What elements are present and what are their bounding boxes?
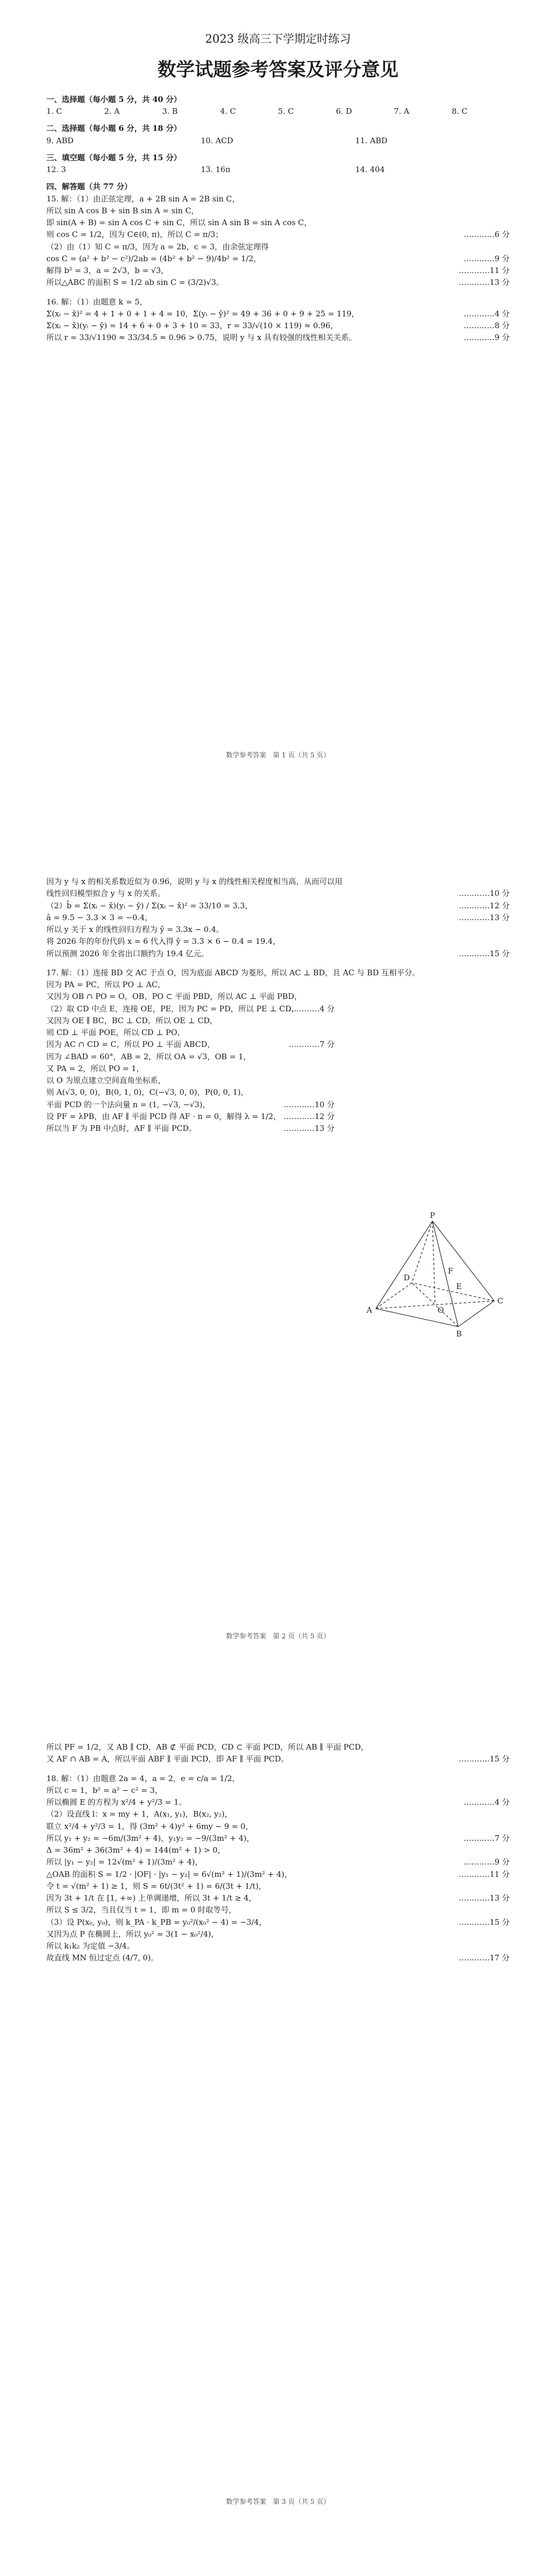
edge-pd [412,1221,432,1283]
diag-bd [412,1283,458,1327]
answer-14: 14. 404 [355,165,385,175]
solution-text: 所以△ABC 的面积 S = 1/2 ab sin C = (3/2)√3。 [46,278,224,287]
part4-heading: 四、解答题（共 77 分） [46,182,132,192]
solution-line [46,205,510,217]
solution-text: 则 cos C = 1/2，因为 C∈(0, π)，所以 C = π/3； [46,230,223,240]
solution-line [46,1892,510,1904]
solution-line [46,308,510,320]
solution-text: Δ = 36m² + 36(3m² + 4) = 144(m² + 1) > 0， [46,1845,225,1855]
answer-10: 10. ACD [201,135,233,145]
solution-line [46,193,510,205]
edge-da [376,1283,412,1309]
solution-line [46,277,510,289]
solution-text: 所以当 F 为 PB 中点时，AF ∥ 平面 PCD。 [46,1124,197,1133]
q16b-block [46,876,510,960]
solution-text: 所以 r = 33/√1190 ≈ 33/34.5 ≈ 0.96 > 0.75，说明 y 与 x 具有较强的线性相关关系。 [46,333,357,343]
solution-line [46,1753,510,1765]
score-mark: …………11 分 [459,1869,510,1879]
solution-text: 因为 PA = PC，所以 PO ⊥ AC， [46,980,166,989]
part3-answers [46,164,510,176]
solution-text: 平面 PCD 的一个法向量 n = (1, −√3, −√3)， [46,1099,211,1109]
solution-text: cos C = (a² + b² − c²)/2ab = (4b² + b² − 9)/4b² = 1/2， [46,253,262,263]
solution-text: 又因为 OE ∥ BC，BC ⊥ CD，所以 OE ⊥ CD， [46,1015,218,1025]
answer-11: 11. ABD [355,135,388,145]
score-mark: …………15 分 [459,1917,510,1927]
solution-text: 解得 b² = 3，a = 2√3，b = √3， [46,266,169,276]
solution-line [46,979,335,991]
page-2 [0,850,556,1654]
label-p: P [430,1211,436,1220]
edge-bc [458,1301,494,1327]
solution-text: 又因为 OB ∩ PO = O，OB、PO ⊂ 平面 PBD，所以 AC ⊥ 平面 PBD， [46,992,302,1002]
answer-3: 3. B [162,107,178,116]
solution-text: 令 t = √(m² + 1) ≥ 1，则 S = 6t/(3t² + 1) = 6/(3t + 1/t)， [46,1881,267,1891]
score-mark: …………8 分 [463,321,510,331]
edge-cd [412,1283,494,1301]
solution-text: 15. 解：（1）由正弦定理，a + 2B sin A = 2B sin C， [46,194,240,204]
solution-line [46,296,510,308]
solution-line [46,912,510,924]
solution-text: 所以 k₁k₂ 为定值 −3/4。 [46,1941,135,1951]
solution-line [46,1087,335,1098]
solution-line [46,876,510,888]
label-o: O [438,1306,444,1315]
solution-text: （2）b̂ = Σ(xᵢ − x̄)(yᵢ − ȳ) / Σ(xᵢ − x̄)² = 33/10 = 3.3， [46,901,253,910]
answer-7: 7. A [394,107,409,116]
solution-text: 因为 y 与 x 的相关系数近似为 0.96，说明 y 与 x 的线性相关程度相当高，从而可以用 [46,877,343,886]
solution-line [46,1940,510,1952]
solution-line [46,229,510,241]
part2-answers [46,135,510,147]
answer-5: 5. C [278,107,294,116]
solution-text: 所以椭圆 E 的方程为 x²/4 + y²/3 = 1。 [46,1798,187,1807]
solution-line [46,1063,335,1075]
solution-line [46,1003,335,1015]
solution-text: 则 CD ⊥ 平面 POE，所以 CD ⊥ PO， [46,1028,185,1037]
solution-line [46,900,510,912]
solution-text: 所以 c = 1，b² = a² − c² = 3， [46,1785,163,1795]
exam-title: 2023 级高三下学期定时练习 [205,33,351,46]
solution-line [46,217,510,229]
page-2-content [46,876,510,1134]
solution-line [46,241,510,253]
solution-line [46,1869,510,1880]
solution-line [46,320,510,332]
solution-text: 故直线 MN 恒过定点 (4/7, 0)。 [46,1953,159,1963]
solution-line [46,1039,335,1050]
solution-text: 所以 PF = 1/2，又 AB ∥ CD，AB ⊄ 平面 PCD，CD ⊂ 平面 PCD，所以 AB ∥ 平面 PCD， [46,1742,369,1752]
edge-pb [432,1221,458,1327]
score-mark: …………4 分 [463,309,510,318]
answer-2: 2. A [104,107,120,116]
solution-line [46,1075,335,1087]
solution-line [46,1904,510,1916]
solution-line [46,1773,510,1785]
solution-line [46,924,510,936]
solution-text: â = 9.5 − 3.3 × 3 = −0.4， [46,912,153,922]
solution-line [46,1880,510,1892]
q15-block [46,193,510,289]
solution-line [46,1833,510,1844]
label-f: F [448,1266,454,1276]
solution-line [46,253,510,265]
solution-line [46,332,510,344]
page-3-content [46,1741,510,1964]
solution-text: 则 A(√3, 0, 0)，B(0, 1, 0)，C(−√3, 0, 0)，P(0, 0, 1)， [46,1088,249,1097]
height-po [432,1221,435,1304]
score-mark: …………6 分 [463,230,510,240]
answer-13: 13. 16π [201,165,231,175]
solution-line [46,1952,510,1964]
page-footer: 数学参考答案 第 1 页（共 5 页） [225,752,331,759]
page-footer: 数学参考答案 第 3 页（共 5 页） [225,2498,331,2506]
solution-text: 以 O 为原点建立空间直角坐标系， [46,1076,166,1085]
edge-ab [376,1309,458,1327]
page-1-content [46,0,510,344]
part1-heading: 一、选择题（每小题 5 分，共 40 分） [46,94,182,104]
q16-block [46,296,510,344]
solution-text: 因为 3t + 1/t 在 [1, +∞) 上单调递增，所以 3t + 1/t ≥ 4， [46,1893,256,1903]
edge-pc [432,1221,494,1301]
solution-text: 因为 AC ∩ CD = C，所以 PO ⊥ 平面 ABCD， [46,1040,215,1049]
answer-12: 12. 3 [46,165,66,175]
solution-line [46,1797,510,1808]
solution-text: Σ(xᵢ − x̄)² = 4 + 1 + 0 + 1 + 4 = 10，Σ(yᵢ − ȳ)² = 49 + 36 + 0 + 9 + 25 = 119， [46,309,359,318]
score-mark: …………12 分 [459,901,510,910]
solution-line [46,888,510,900]
solution-text: △OAB 的面积 S = 1/2 · |OF| · |y₁ − y₂| = 6√(m² + 1)/(3m² + 4)， [46,1869,292,1879]
solution-text: 所以 sin A cos B + sin B sin A = sin C， [46,206,199,215]
score-mark: …………13 分 [459,1893,510,1903]
score-mark: …………11 分 [459,266,510,276]
solution-text: 所以预测 2026 年全省出口额约为 19.4 亿元。 [46,948,209,958]
solution-text: 所以 y 关于 x 的线性回归方程为 ŷ = 3.3x − 0.4。 [46,925,224,934]
solution-line [46,1111,335,1123]
solution-line [46,1099,335,1111]
score-mark: …………4 分 [463,1798,510,1807]
solution-text: 因为 ∠BAD = 60°，AB = 2，所以 OA = √3，OB = 1， [46,1052,251,1061]
solution-text: 又因为点 P 在椭圆上，所以 y₀² = 3(1 − x₀²/4)， [46,1929,219,1939]
score-mark: …………4 分 [288,1004,335,1013]
solution-line [46,1808,510,1820]
page-title: 数学试题参考答案及评分意见 [157,59,398,81]
part3-heading: 三、填空题（每小题 5 分，共 15 分） [46,152,182,162]
answer-8: 8. C [451,107,468,116]
solution-text: 所以 S ≤ 3/2，当且仅当 t = 1，即 m = 0 时取等号， [46,1905,237,1915]
solution-text: 又 AF ∩ AB = A，所以平面 ABF ∥ 平面 PCD，即 AF ∥ 平面 PCD。 [46,1754,289,1764]
solution-text: 17. 解：（1）连接 BD 交 AC 于点 O，因为底面 ABCD 为菱形，所以 AC ⊥ BD，且 AC 与 BD 互相平分。 [46,968,420,977]
solution-line [46,991,335,1003]
score-mark: …………15 分 [459,1754,510,1764]
solution-text: 16. 解：（1）由题意 k = 5， [46,297,148,307]
score-mark: …………12 分 [284,1111,335,1121]
solution-line [46,1741,510,1753]
label-a: A [367,1306,372,1315]
solution-line [46,1856,510,1868]
solution-text: 线性回归模型拟合 y 与 x 的关系。 [46,889,166,899]
score-mark: …………17 分 [459,1953,510,1963]
label-e: E [456,1282,462,1291]
score-mark: …………10 分 [284,1099,335,1109]
q18-block [46,1773,510,1964]
score-mark: …………13 分 [284,1124,335,1133]
solution-line [46,1928,510,1940]
answer-6: 6. D [336,107,352,116]
solution-line [46,1015,335,1027]
part1-answers [46,106,510,117]
solution-text: 所以 |y₁ − y₂| = 12√(m² + 1)/(3m² + 4)， [46,1857,203,1867]
score-mark: …………9 分 [463,1857,510,1867]
solution-line [46,1917,510,1928]
solution-text: 设 PF = λPB，由 AF ∥ 平面 PCD 得 AF · n = 0，解得 λ = 1/2， [46,1111,281,1121]
score-mark: …………13 分 [459,912,510,922]
solution-text: 又 PA = 2，所以 PO = 1， [46,1063,144,1073]
solution-text: 即 sin(A + B) = sin A cos C + sin C，所以 sin A sin B = sin A cos C， [46,218,312,228]
page-1 [0,0,556,773]
answer-1: 1. C [46,107,62,116]
solution-line [46,948,510,960]
solution-text: 18. 解：（1）由题意 2a = 4，a = 2，e = c/a = 1/2， [46,1773,240,1783]
edge-pa [376,1221,432,1309]
answer-9: 9. ABD [46,135,74,145]
answer-4: 4. C [220,107,236,116]
solution-line [46,265,510,277]
solution-text: 所以 y₁ + y₂ = −6m/(3m² + 4)，y₁y₂ = −9/(3m² + 4)， [46,1833,254,1843]
label-d: D [404,1273,410,1282]
solution-text: Σ(xᵢ − x̄)(yᵢ − ȳ) = 14 + 6 + 0 + 3 + 10 = 33，r = 33/√(10 × 119) ≈ 0.96， [46,321,338,331]
solution-text: （3）设 P(x₀, y₀)，则 k_PA · k_PB = y₀²/(x₀² − 4) = −3/4， [46,1917,267,1927]
q17-block [46,967,420,1135]
solution-line [46,1844,510,1856]
page-footer: 数学参考答案 第 2 页（共 5 页） [225,1633,331,1640]
score-mark: …………9 分 [463,333,510,343]
solution-text: 联立 x²/4 + y²/3 = 1，得 (3m² + 4)y² + 6my − 9 = 0， [46,1821,253,1831]
label-b: B [456,1329,462,1338]
solution-text: （2）取 CD 中点 E，连接 OE，PE，因为 PC = PD，所以 PE ⊥ CD， [46,1004,299,1013]
solution-line [46,1027,335,1039]
solution-line [46,1821,510,1833]
solution-line [46,967,420,979]
page-3 [0,1716,556,2519]
score-mark: …………7 分 [288,1040,335,1049]
solution-line [46,1051,335,1063]
solution-line [46,1123,335,1134]
solution-text: （2）设直线 l：x = my + 1，A(x₁, y₁)，B(x₂, y₂)， [46,1809,233,1819]
page-4 [0,2571,556,2576]
score-mark: …………15 分 [459,948,510,958]
solution-line [46,1785,510,1797]
solution-line [46,936,510,947]
label-c: C [497,1296,503,1306]
score-mark: …………13 分 [459,278,510,287]
score-mark: …………9 分 [463,253,510,263]
score-mark: …………10 分 [459,889,510,899]
q17b-block [46,1741,510,1766]
solution-text: （2）由（1）知 C = π/3，因为 a = 2b，c = 3，由余弦定理得 [46,242,269,251]
solution-text: 将 2026 年的年份代码 x = 6 代入得 ŷ = 3.3 × 6 − 0.4 = 19.4， [46,937,281,946]
part2-heading: 二、选择题（每小题 6 分，共 18 分） [46,124,182,133]
pyramid-figure [355,1211,510,1340]
score-mark: …………7 分 [463,1833,510,1843]
